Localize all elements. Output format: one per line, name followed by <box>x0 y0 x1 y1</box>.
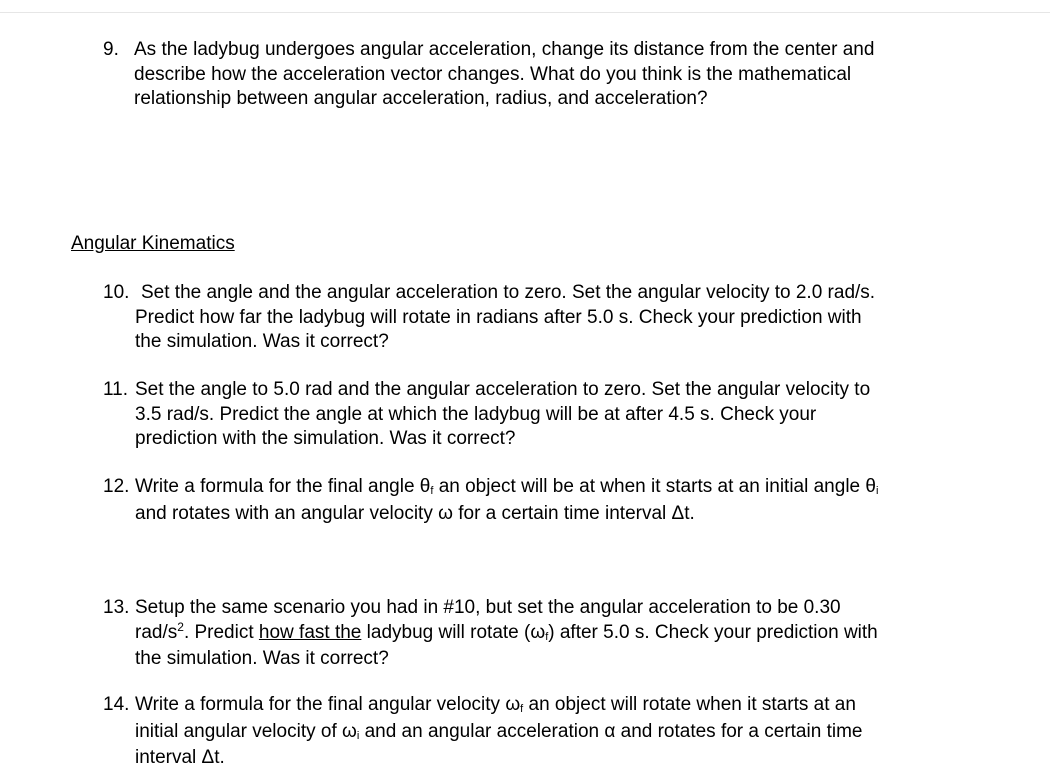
question-text <box>135 596 1003 672</box>
question-number: 11. <box>103 379 129 400</box>
page-top-divider <box>0 12 1050 13</box>
question-line: Write a formula for the final angular velocity ωf an object will rotate when it starts at an <box>135 694 856 715</box>
question-number: 14. <box>103 694 130 715</box>
question-line: describe how the acceleration vector changes. What do you think is the mathematical <box>134 63 852 85</box>
question-line: prediction with the simulation. Was it correct? <box>135 428 516 449</box>
section-heading-angular-kinematics: Angular Kinematics <box>71 233 235 254</box>
question-text <box>135 475 1003 526</box>
question-9 <box>103 38 1003 112</box>
question-text <box>135 378 1003 452</box>
question-line: Set the angle to 5.0 rad and the angular acceleration to zero. Set the angular velocity to <box>135 379 871 400</box>
question-line: rad/$s^2$. Predict how fast the ladybug will rotate (ωf) after 5.0 s. Check your prediction with <box>135 619 878 643</box>
question-line: initial angular velocity of ωi and an angular acceleration α and rotates for a certain time <box>135 720 863 742</box>
question-line: Setup the same scenario you had in #10, but set the angular acceleration to be 0.30 <box>135 597 841 618</box>
question-number: 12. <box>103 476 130 497</box>
question-line: interval Δt. <box>135 747 225 768</box>
question-12 <box>103 475 1003 526</box>
question-text <box>135 281 1003 355</box>
question-line: As the ladybug undergoes angular acceleration, change its distance from the center and <box>134 39 875 60</box>
question-line: the simulation. Was it correct? <box>135 648 389 669</box>
question-line: the simulation. Was it correct? <box>135 331 389 352</box>
question-line: Write a formula for the final angle θf an object will be at when it starts at an initial angle θi <box>135 476 879 497</box>
question-text <box>135 693 1003 771</box>
question-line: 3.5 rad/s. Predict the angle at which the ladybug will be at after 4.5 s. Check your <box>135 403 817 425</box>
question-11 <box>103 378 1003 452</box>
question-10 <box>103 281 1003 355</box>
question-line: Set the angle and the angular acceleration to zero. Set the angular velocity to 2.0 rad/s. <box>141 282 876 303</box>
question-line: and rotates with an angular velocity ω for a certain time interval Δt. <box>135 502 695 524</box>
question-line: relationship between angular acceleration, radius, and acceleration? <box>134 88 708 109</box>
question-line: Predict how far the ladybug will rotate in radians after 5.0 s. Check your prediction with <box>135 306 862 328</box>
question-number: 9. <box>103 39 119 60</box>
question-14 <box>103 693 1003 771</box>
question-text <box>134 38 1003 112</box>
underlined-phrase: how fast the <box>258 621 362 643</box>
question-number: 13. <box>103 597 130 618</box>
question-number: 10. <box>103 282 130 303</box>
question-13 <box>103 596 1003 672</box>
